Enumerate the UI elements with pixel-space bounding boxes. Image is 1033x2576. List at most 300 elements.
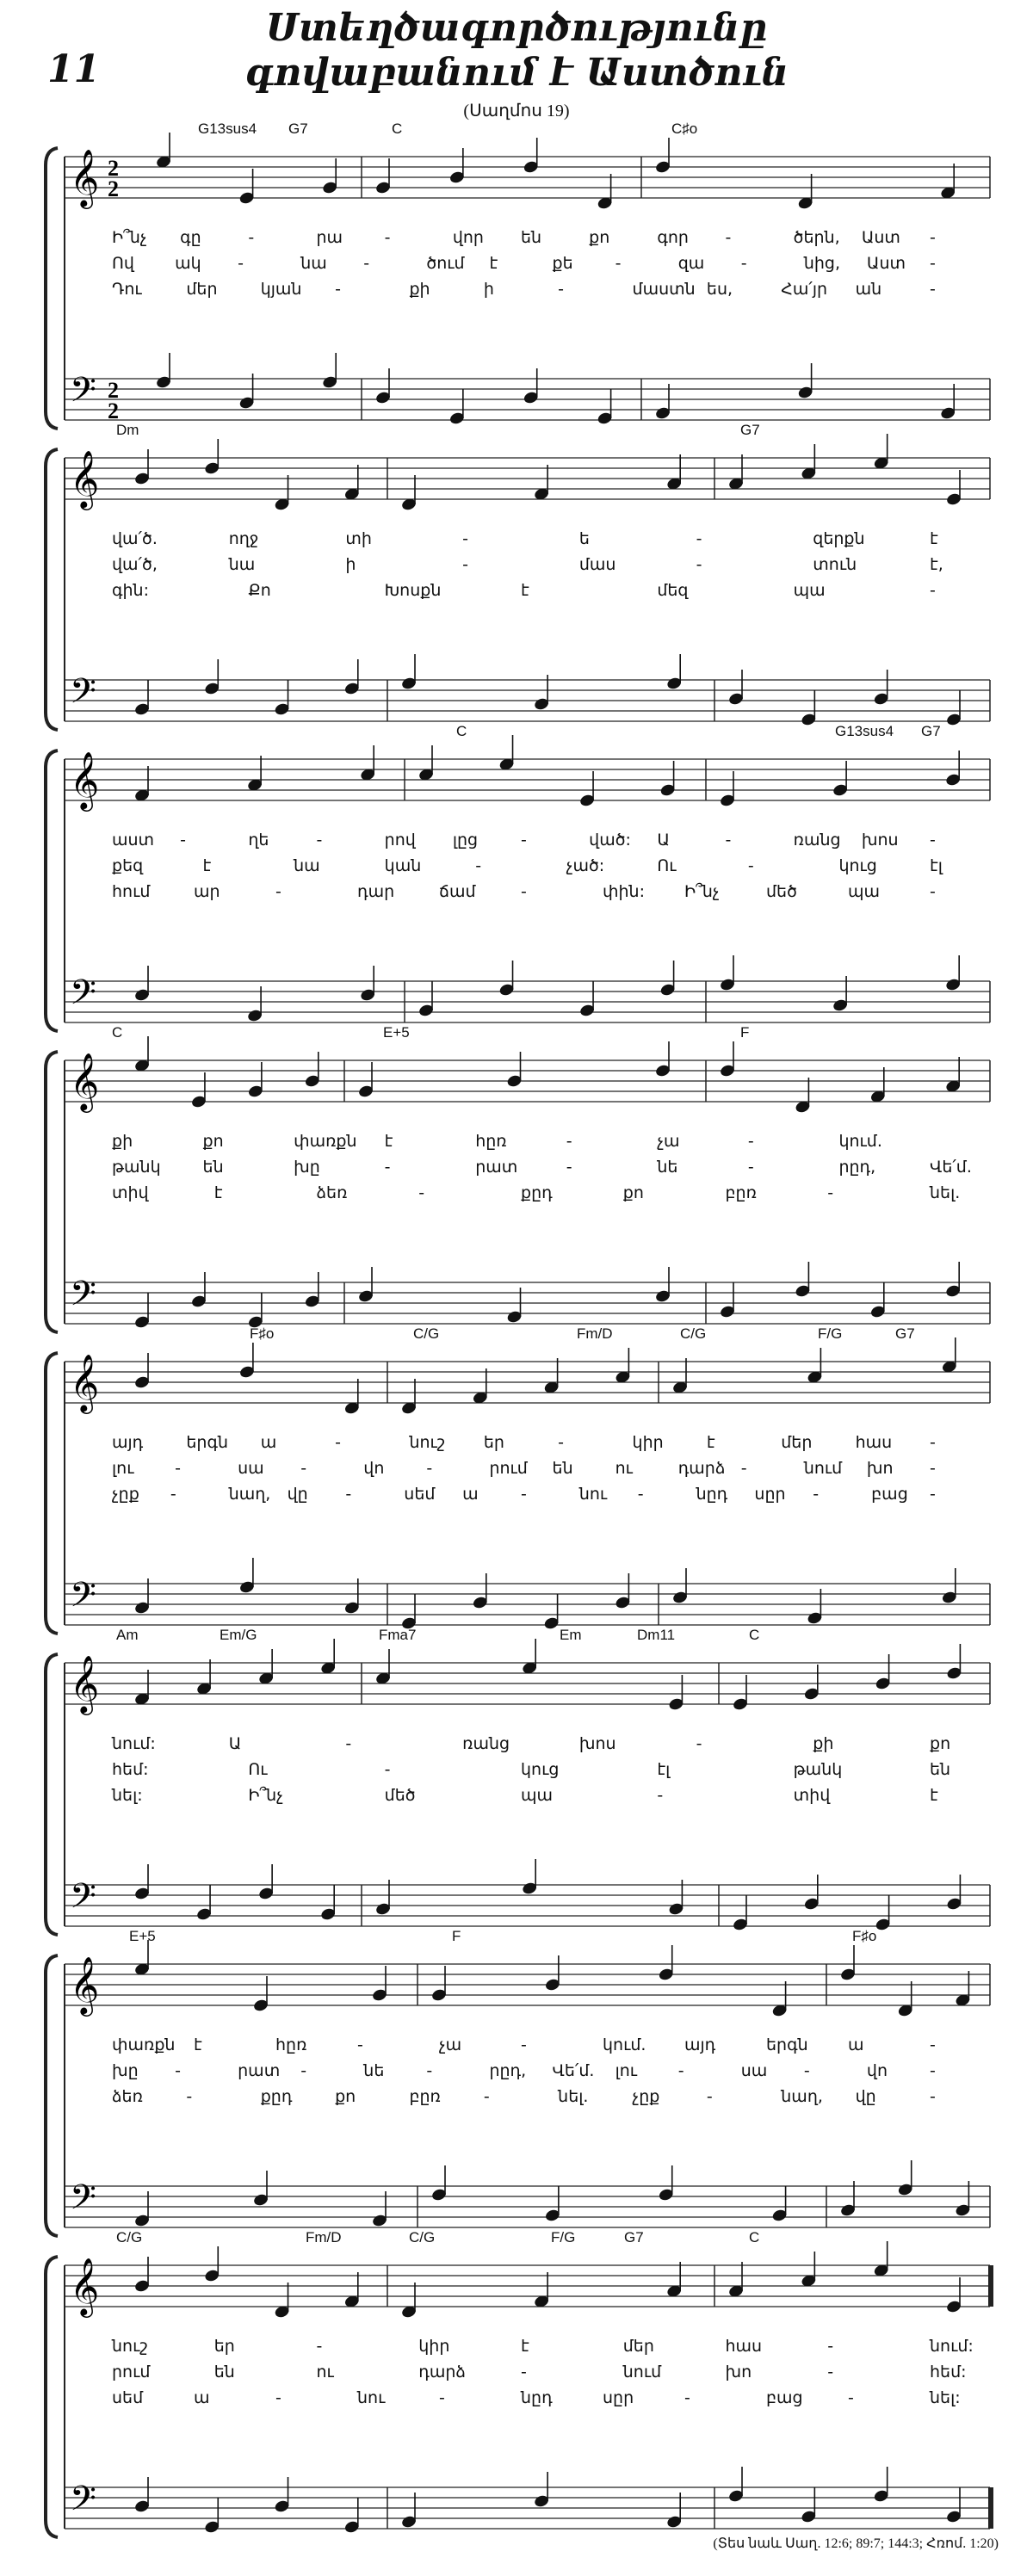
lyric-syllable: - [316,2337,323,2356]
bass-clef-icon: 𝄢 [70,973,96,1021]
lyric-syllable: նում: [112,1734,156,1753]
lyric-syllable: մեր [781,1433,813,1452]
chord-symbol: G7 [624,2229,644,2246]
lyric-syllable: - [275,2388,281,2407]
treble-clef-icon: 𝄞 [70,2257,100,2315]
lyric-syllable: խը [112,2061,139,2080]
lyric-syllable: ծերն, [793,228,840,247]
chord-symbol: Am [116,1627,139,1643]
lyric-syllable: խը [294,1158,320,1177]
lyric-syllable: վը [855,2087,876,2106]
lyric-syllable: - [930,581,936,600]
chord-symbol: Fm/D [306,2229,342,2246]
lyric-syllable: - [521,2035,527,2054]
lyric-syllable: - [930,1485,936,1504]
lyric-syllable: Վե՛մ. [552,2061,595,2080]
lyric-syllable: խոս [861,831,899,849]
bass-clef-icon: 𝄢 [70,671,96,720]
staff-graphics [0,1024,1033,1368]
lyric-syllable: բաց [766,2388,803,2407]
lyric-syllable: ար [194,882,220,901]
lyric-syllable: - [462,529,468,548]
music-system-3 [0,723,1033,1067]
lyric-syllable: - [521,882,527,901]
lyric-syllable: է [384,1132,393,1151]
music-system-2 [0,422,1033,766]
lyric-syllable: խոս [578,1734,616,1753]
lyric-syllable: տիվ [112,1183,149,1202]
lyric-syllable: է [489,254,498,273]
lyric-syllable: են [213,2363,235,2381]
lyric-syllable: կուց [838,856,877,875]
lyric-syllable: լու [112,1459,134,1478]
lyric-syllable: - [180,831,187,849]
lyric-syllable: - [827,2337,834,2356]
lyric-syllable: նա [300,254,327,273]
music-system-4 [0,1024,1033,1368]
lyric-syllable: նու [357,2388,386,2407]
lyric-syllable: գին: [112,581,149,600]
lyric-syllable: - [747,1158,754,1177]
chord-symbol: C/G [409,2229,436,2246]
lyric-syllable: դարձ [418,2363,466,2381]
system-bracket [46,2257,58,2537]
lyric-syllable: լու [615,2061,638,2080]
lyric-syllable: նից, [803,254,840,273]
lyric-syllable: է [202,856,212,875]
system-bracket [46,1654,58,1935]
lyric-syllable: Խոսքն [384,581,442,600]
time-signature-icon: 2 [108,378,119,403]
music-system-7 [0,1928,1033,2272]
lyric-syllable: տուն [813,555,857,574]
chord-symbol: G7 [740,422,760,438]
lyric-syllable: րա [316,228,343,247]
lyric-syllable: նա [228,555,256,574]
chord-symbol: E+5 [383,1024,410,1041]
lyric-syllable: սեմ [404,1485,436,1504]
lyric-syllable: - [930,1459,936,1478]
system-bracket [46,1353,58,1634]
lyric-syllable: նե [657,1158,678,1177]
treble-clef-icon: 𝄞 [70,1955,100,2014]
chord-symbol: F/G [551,2229,576,2246]
lyric-syllable: ձեռ [112,2087,143,2106]
lyric-syllable: էլ [930,856,943,875]
lyric-syllable: ա [260,1433,277,1452]
chord-symbol: Fm/D [577,1325,613,1342]
lyric-syllable: Ա [228,1734,242,1753]
lyric-syllable: - [316,831,323,849]
lyric-syllable: - [827,2363,834,2381]
lyric-syllable: - [740,254,747,273]
lyric-syllable: - [747,1132,754,1151]
lyric-syllable: - [345,1734,352,1753]
system-bracket [46,1052,58,1332]
lyric-syllable: - [521,1485,527,1504]
lyric-syllable: վա՛ծ. [112,529,158,548]
lyric-syllable: ված: [589,831,631,849]
lyric-syllable: ի [483,280,494,299]
lyric-syllable: - [238,254,244,273]
lyric-syllable: - [558,280,565,299]
lyric-syllable: - [930,2061,936,2080]
lyric-syllable: - [696,555,702,574]
lyric-syllable: նուշ [112,2337,148,2356]
lyric-syllable: նել. [930,1183,961,1202]
lyric-syllable: - [521,2363,527,2381]
lyric-syllable: ռանց [462,1734,510,1753]
lyric-syllable: է [521,581,529,600]
lyric-syllable: - [725,831,732,849]
chord-symbol: C [392,120,403,137]
lyric-syllable: հաս [725,2337,763,2356]
lyric-syllable: ա [848,2035,864,2054]
lyric-syllable: քըդ [521,1183,553,1202]
lyric-syllable: զա [677,254,705,273]
lyric-syllable: - [930,228,936,247]
lyric-syllable: րում [112,2363,151,2381]
lyric-syllable: սըր [754,1485,786,1504]
chord-symbol: G7 [895,1325,915,1342]
lyric-syllable: խո [866,1459,894,1478]
chord-symbol: G13sus4 [198,120,257,137]
lyric-syllable: եր [483,1433,504,1452]
lyric-syllable: նըդ [521,2388,553,2407]
chord-symbol: C/G [680,1325,707,1342]
lyric-syllable: թանկ [112,1158,161,1177]
lyric-syllable: - [335,280,341,299]
lyric-syllable: դար [357,882,395,901]
lyric-syllable: - [813,1485,820,1504]
lyric-syllable: պա [848,882,881,901]
lyric-syllable: Ու [248,1760,268,1779]
lyric-syllable: թանկ [793,1760,843,1779]
hymn-title-line-2: գովաբանում է Աստծուն [244,51,789,95]
lyric-syllable: - [418,1183,425,1202]
lyric-syllable: լըց [452,831,479,849]
lyric-syllable: նում [622,2363,662,2381]
lyric-syllable: վոր [452,228,484,247]
lyric-syllable: - [384,228,391,247]
lyric-syllable: նաղ, [781,2087,823,2106]
lyric-syllable: կիր [632,1433,664,1452]
chord-symbol: F [452,1928,461,1944]
bass-clef-icon: 𝄢 [70,2178,96,2226]
lyric-syllable: նել. [558,2087,589,2106]
lyric-syllable: խո [725,2363,752,2381]
lyric-syllable: են [930,1760,951,1779]
lyric-syllable: քըդ [260,2087,293,2106]
lyric-syllable: - [706,2087,713,2106]
lyric-syllable: - [615,254,622,273]
lyric-syllable: հաս [855,1433,893,1452]
bass-clef-icon: 𝄢 [70,1575,96,1623]
lyric-syllable: րում [489,1459,528,1478]
lyric-syllable: Ի՞նչ [248,1786,283,1805]
lyric-syllable: կում. [603,2035,646,2054]
lyric-syllable: սա [740,2061,768,2080]
lyric-syllable: րըդ, [838,1158,876,1177]
lyric-syllable: ա [194,2388,210,2407]
lyric-syllable: են [202,1158,224,1177]
lyric-syllable: հեմ: [112,1760,149,1779]
lyric-syllable: - [248,228,255,247]
lyric-syllable: նա [294,856,320,875]
lyric-syllable: գը [180,228,201,247]
lyric-syllable: սեմ [112,2388,144,2407]
lyric-syllable: չա [439,2035,462,2054]
lyric-syllable: փառքն [112,2035,176,2054]
lyric-syllable: մեր [622,2337,654,2356]
lyric-syllable: այդ [684,2035,716,2054]
lyric-syllable: քե [552,254,573,273]
lyric-syllable: քի [409,280,430,299]
lyric-syllable: սա [238,1459,264,1478]
lyric-syllable: - [439,2388,445,2407]
lyric-syllable: ու [615,1459,633,1478]
chord-symbol: Fma7 [379,1627,417,1643]
lyric-syllable: ի [345,555,356,574]
lyric-syllable: Հա՛յր [781,280,828,299]
system-bracket [46,751,58,1031]
lyric-syllable: բաց [871,1485,908,1504]
lyric-syllable: է [930,1786,938,1805]
lyric-syllable: - [175,1459,181,1478]
lyric-syllable: Ա [657,831,670,849]
lyric-syllable: Ով [112,254,134,273]
hymn-number: 11 [47,47,101,91]
treble-clef-icon: 𝄞 [70,148,100,207]
lyric-syllable: քի [813,1734,834,1753]
chord-symbol: F/G [818,1325,843,1342]
lyric-syllable: - [363,254,370,273]
bass-clef-icon: 𝄢 [70,1876,96,1924]
lyric-syllable: - [725,228,732,247]
lyric-syllable: փառքն [294,1132,357,1151]
lyric-syllable: - [696,529,702,548]
lyric-syllable: կիր [418,2337,450,2356]
lyric-syllable: է [930,529,938,548]
lyric-syllable: - [740,1459,747,1478]
lyric-syllable: ու [316,2363,334,2381]
chord-symbol: C [749,2229,760,2246]
lyric-syllable: մեզ [657,581,689,600]
lyric-syllable: նու [578,1485,608,1504]
time-signature-icon: 2 [108,398,119,423]
lyric-syllable: ես, [706,280,733,299]
lyric-syllable: մեր [186,280,218,299]
lyric-syllable: բըռ [725,1183,757,1202]
lyric-syllable: է [194,2035,202,2054]
music-system-5 [0,1325,1033,1670]
chord-symbol: F♯o [250,1325,275,1342]
lyric-syllable: նուշ [409,1433,446,1452]
bass-clef-icon: 𝄢 [70,2479,96,2527]
lyric-syllable: վո [363,1459,385,1478]
lyric-syllable: ան [855,280,882,299]
lyric-syllable: հում [112,882,151,901]
lyric-syllable: րատ [238,2061,281,2080]
lyric-syllable: - [175,2061,181,2080]
lyric-syllable: նաղ, [228,1485,271,1504]
chord-symbol: C [112,1024,123,1041]
lyric-syllable: հեմ: [930,2363,967,2381]
system-bracket [46,1955,58,2236]
lyric-syllable: ճամ [439,882,476,901]
lyric-syllable: - [300,1459,307,1478]
lyric-syllable: նում: [930,2337,974,2356]
chord-symbol: Dm11 [637,1627,676,1643]
lyric-syllable: քո [930,1734,951,1753]
lyric-syllable: եր [213,2337,235,2356]
lyric-syllable: տի [345,529,372,548]
lyric-syllable: - [357,2035,363,2054]
bass-clef-icon: 𝄢 [70,1274,96,1322]
lyric-syllable: - [566,1132,572,1151]
lyric-syllable: Դու [112,280,142,299]
chord-symbol: C♯o [671,120,698,137]
chord-symbol: Em/G [220,1627,257,1643]
lyric-syllable: վը [287,1485,308,1504]
lyric-syllable: վա՛ծ, [112,555,158,574]
chord-symbol: Em [560,1627,582,1643]
lyric-syllable: - [657,1786,664,1805]
lyric-syllable: այդ [112,1433,144,1452]
lyric-syllable: Ի՞նչ [684,882,720,901]
lyric-syllable: կում. [838,1132,882,1151]
lyric-syllable: մաստն [632,280,696,299]
lyric-syllable: փին: [603,882,645,901]
lyric-syllable: - [345,1485,352,1504]
lyric-syllable: նըդ [696,1485,728,1504]
chord-symbol: G13sus4 [835,723,894,739]
chord-symbol: C/G [116,2229,143,2246]
chord-symbol: C [749,1627,760,1643]
lyric-syllable: չած: [566,856,605,875]
lyric-syllable: - [335,1433,341,1452]
lyric-syllable: երգն [186,1433,228,1452]
treble-clef-icon: 𝄞 [70,751,100,809]
lyric-syllable: - [930,1433,936,1452]
lyric-syllable: - [930,280,936,299]
staff-graphics [0,422,1033,766]
lyric-syllable: Ու [657,856,677,875]
music-system-6 [0,1627,1033,1971]
lyric-syllable: նել: [930,2388,961,2407]
chord-symbol: Dm [116,422,139,438]
lyric-syllable: է [521,2337,529,2356]
lyric-syllable: - [170,1485,176,1504]
lyric-syllable: - [677,2061,684,2080]
lyric-syllable: - [930,831,936,849]
lyric-syllable: - [827,1183,834,1202]
lyric-syllable: - [803,2061,810,2080]
chord-symbol: E+5 [129,1928,156,1944]
lyric-syllable: կյան [260,280,302,299]
lyric-syllable: - [747,856,754,875]
lyric-syllable: չըք [112,1485,139,1504]
bass-clef-icon: 𝄢 [70,370,96,418]
lyric-syllable: - [275,882,281,901]
lyric-syllable: - [558,1433,565,1452]
lyric-syllable: - [930,254,936,273]
lyric-syllable: է, [930,555,943,574]
treble-clef-icon: 𝄞 [70,449,100,508]
lyric-syllable: - [566,1158,572,1177]
staff-graphics [0,2229,1033,2573]
lyric-syllable: - [426,1459,433,1478]
lyric-syllable: մեծ [384,1786,416,1805]
chord-symbol: F♯o [852,1928,877,1944]
lyric-syllable: բըռ [409,2087,441,2106]
lyric-syllable: սըր [603,2388,634,2407]
time-signature-icon: 2 [108,156,119,181]
lyric-syllable: է [213,1183,223,1202]
lyric-syllable: տիվ [793,1786,831,1805]
lyric-syllable: հըռ [275,2035,307,2054]
lyric-syllable: նե [363,2061,385,2080]
lyric-syllable: մեծ [766,882,797,901]
lyric-syllable: քո [589,228,610,247]
lyric-syllable: պա [521,1786,554,1805]
lyric-syllable: ա [462,1485,479,1504]
lyric-syllable: նել: [112,1786,143,1805]
lyric-syllable: Քո [248,581,271,600]
lyric-syllable: - [848,2388,854,2407]
time-signature-icon: 2 [108,176,119,201]
lyric-syllable: ձեռ [316,1183,348,1202]
lyric-syllable: մաս [578,555,616,574]
music-system-8 [0,2229,1033,2573]
lyric-syllable: չա [657,1132,680,1151]
lyric-syllable: րով [384,831,416,849]
lyric-syllable: - [186,2087,193,2106]
lyric-syllable: - [521,831,527,849]
system-bracket [46,148,58,429]
treble-clef-icon: 𝄞 [70,1052,100,1110]
lyric-syllable: կան [384,856,422,875]
lyric-syllable: կուց [521,1760,560,1779]
lyric-syllable: երգն [766,2035,808,2054]
lyric-syllable: - [684,2388,690,2407]
lyric-syllable: - [637,1485,644,1504]
lyric-syllable: ծում [426,254,465,273]
lyric-syllable: Աստ [861,228,900,247]
lyric-syllable: է [706,1433,715,1452]
lyric-syllable: - [384,1760,391,1779]
lyric-syllable: վո [866,2061,888,2080]
final-barline [988,2487,993,2529]
staff-graphics [0,1928,1033,2272]
lyric-syllable: քո [335,2087,356,2106]
chord-symbol: C [456,723,467,739]
lyric-syllable: ողջ [228,529,259,548]
lyric-syllable: զերքն [813,529,865,548]
lyric-syllable: - [696,1734,702,1753]
lyric-syllable: - [483,2087,490,2106]
lyric-syllable: պա [793,581,826,600]
lyric-syllable: - [930,882,936,901]
treble-clef-icon: 𝄞 [70,1353,100,1412]
music-system-1 [0,120,1033,465]
lyric-syllable: են [552,1459,573,1478]
lyric-syllable: րըդ, [489,2061,527,2080]
lyric-syllable: - [475,856,482,875]
lyric-syllable: դարձ [677,1459,726,1478]
lyric-syllable: գոր [657,228,689,247]
lyric-syllable: - [384,1158,391,1177]
